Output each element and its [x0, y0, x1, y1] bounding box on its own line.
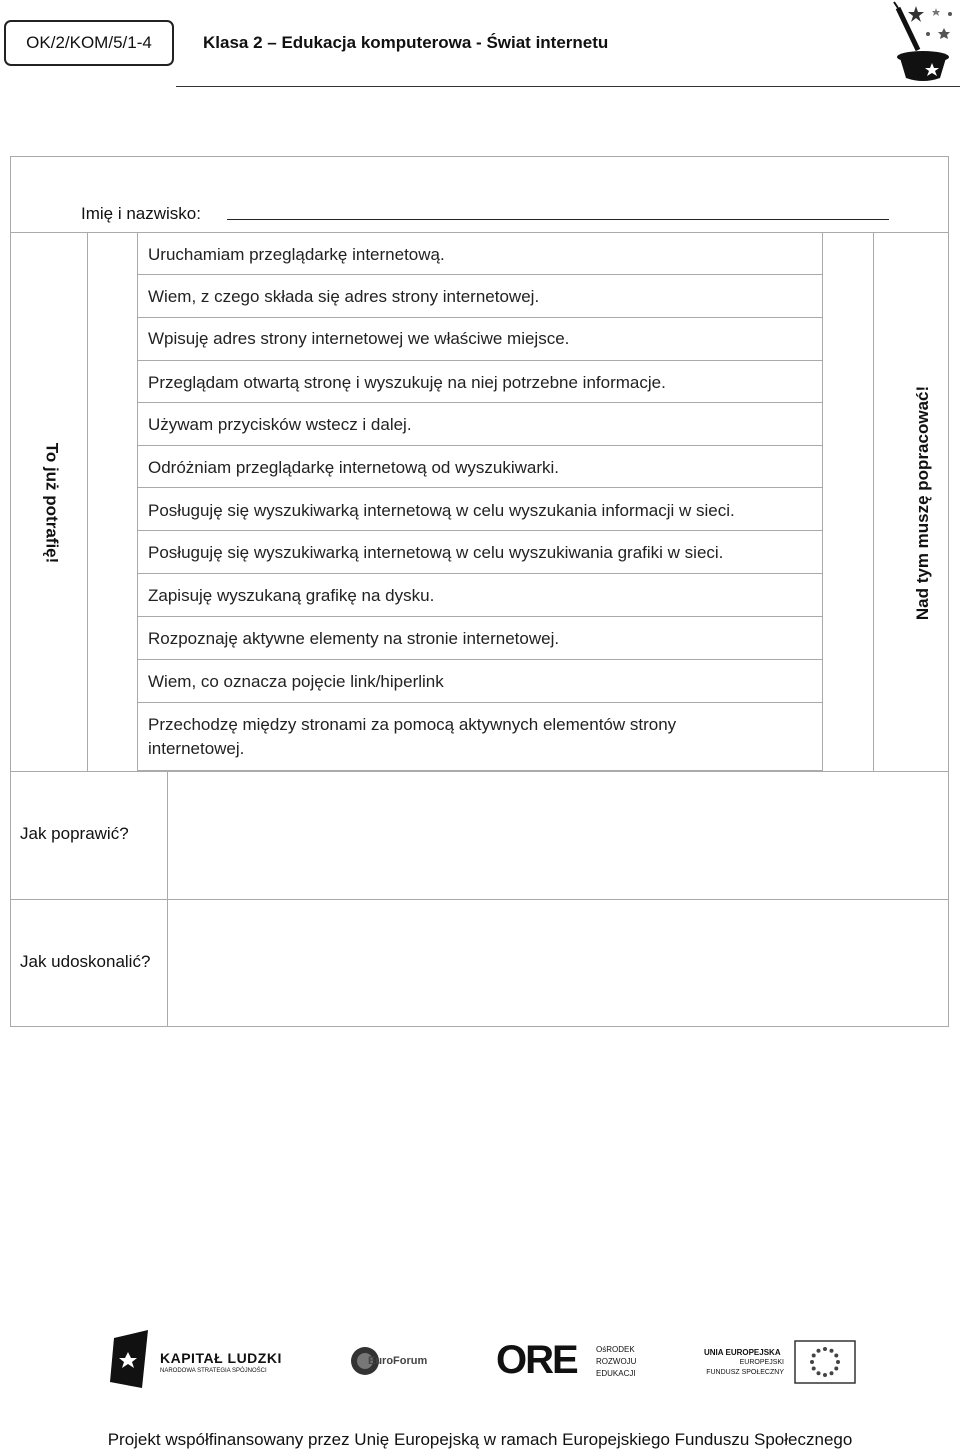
skill-row: Wiem, z czego składa się adres strony internetowej.	[137, 275, 823, 318]
skill-row: Zapisuję wyszukaną grafikę na dysku.	[137, 574, 823, 617]
sponsor-logos	[100, 1328, 860, 1392]
document-title: Klasa 2 – Edukacja komputerowa - Świat internetu	[203, 33, 609, 52]
name-input-line[interactable]	[227, 219, 889, 220]
skill-row: Używam przycisków wstecz i dalej.	[137, 403, 823, 446]
document-code: OK/2/KOM/5/1-4	[4, 20, 174, 66]
ore-logo: ORE OśRODEK ROZWOJU EDUKACJI	[496, 1338, 637, 1382]
magic-hat-logo-icon	[888, 0, 958, 84]
skill-row: Posługuję się wyszukiwarką internetową w celu wyszukiwania grafiki w sieci.	[137, 531, 823, 574]
skill-row: Przeglądam otwartą stronę i wyszukuję na niej potrzebne informacje.	[137, 361, 823, 403]
skill-row: Przechodzę między stronami za pomocą aktywnych elementów strony internetowej.	[137, 703, 823, 771]
name-row	[11, 157, 948, 233]
needs-work-column-label: Nad tym muszę popracować!	[913, 385, 932, 621]
kapital-ludzki-emblem-icon	[108, 1330, 152, 1390]
euroforum-logo: EuroForum	[350, 1328, 440, 1392]
kapital-ludzki-logo: KAPITAŁ LUDZKI NARODOWA STRATEGIA SPÓJNOŚCI	[108, 1328, 298, 1392]
enhance-label: Jak udoskonalić?	[20, 952, 151, 971]
enhance-row	[11, 899, 948, 1027]
skill-row: Rozpoznaję aktywne elementy na stronie internetowej.	[137, 617, 823, 660]
eu-flag-icon	[794, 1340, 856, 1384]
eu-logo: UNIA EUROPEJSKA EUROPEJSKI FUNDUSZ SPOŁECZNY	[704, 1328, 860, 1392]
improve-label: Jak poprawić?	[20, 824, 129, 843]
improve-row	[11, 771, 948, 899]
header-divider	[176, 86, 960, 87]
column-divider	[87, 233, 88, 771]
name-label: Imię i nazwisko:	[81, 204, 201, 223]
mastered-column-label: To już potrafię!	[42, 442, 61, 564]
footer-funding-text: Projekt współfinansowany przez Unię Europejską w ramach Europejskiego Funduszu Społecznego	[107, 1430, 853, 1449]
skill-row: Uruchamiam przeglądarkę internetową.	[137, 233, 823, 275]
skill-row: Wpisuję adres strony internetowej we właściwe miejsce.	[137, 318, 823, 361]
column-divider	[873, 233, 874, 771]
assessment-sheet	[10, 156, 949, 1027]
skill-row: Wiem, co oznacza pojęcie link/hiperlink	[137, 660, 823, 703]
skill-row: Odróżniam przeglądarkę internetową od wyszukiwarki.	[137, 446, 823, 488]
skill-row: Posługuję się wyszukiwarką internetową w celu wyszukania informacji w sieci.	[137, 488, 823, 531]
